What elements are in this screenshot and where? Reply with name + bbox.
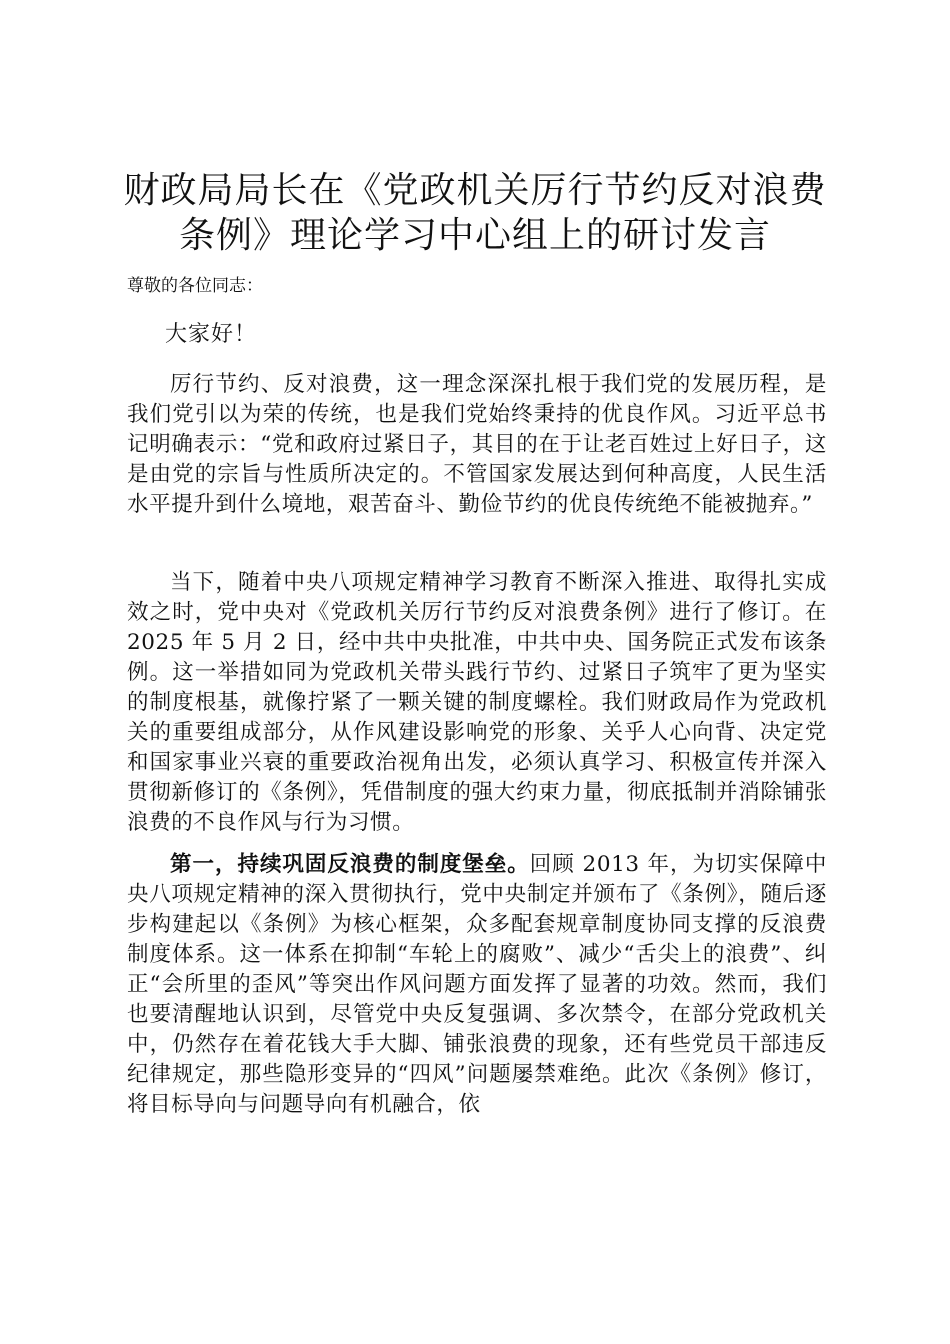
paragraph-3-text: 回顾 2013 年，为切实保障中央八项规定精神的深入贯彻执行，党中央制定并颁布了《条例》，随后逐步构建起以《条例》为核心框架，众多配套规章制度协同支撑的反浪费制度体系。这一体系在抑制“车轮上的腐败”、减少“舌尖上的浪费”、纠正“会所里的歪风”等突出作风问题方面发挥了显著的功效。然而，我们也要清醒地认识到，尽管党中央反复强调、多次禁令，在部分党政机关中，仍然存在着花钱大手大脚、铺张浪费的现象，还有些党员干部违反纪律规定，那些隐形变异的“四风”问题屡禁难绝。此次《条例》修订，将目标导向与问题导向有机融合，依 (127, 852, 827, 1117)
paragraph-1 (127, 370, 827, 520)
paragraph-2-text: 当下，随着中央八项规定精神学习教育不断深入推进、取得扎实成效之时，党中央对《党政机关厉行节约反对浪费条例》进行了修订。在 2025 年 5 月 2 日，经中共中央批准，中共中央、国务院正式发布该条例。这一举措如同为党政机关带头践行节约、过紧日子筑牢了更为坚实的制度根基，就像拧紧了一颗关键的制度螺栓。我们财政局作为党政机关的重要组成部分，从作风建设影响党的形象、关乎人心向背、决定党和国家事业兴衰的重要政治视角出发，必须认真学习、积极宣传并深入贯彻新修订的《条例》，凭借制度的强大约束力量，彻底抵制并消除铺张浪费的不良作风与行为习惯。 (127, 570, 827, 835)
paragraph-3 (127, 850, 827, 1120)
paragraph-3-lead: 第一，持续巩固反浪费的制度堡垒。 (170, 852, 530, 877)
document-title: 财政局局长在《党政机关厉行节约反对浪费条例》理论学习中心组上的研讨发言 (123, 170, 827, 256)
salutation: 尊敬的各位同志： (127, 276, 263, 296)
greeting: 大家好！ (165, 322, 258, 347)
paragraph-2 (127, 568, 827, 838)
paragraph-1-text: 厉行节约、反对浪费，这一理念深深扎根于我们党的发展历程，是我们党引以为荣的传统，也是我们党始终秉持的优良作风。习近平总书记明确表示：“党和政府过紧日子，其目的在于让老百姓过上好日子，这是由党的宗旨与性质所决定的。不管国家发展达到何种高度，人民生活水平提升到什么境地，艰苦奋斗、勤俭节约的优良传统绝不能被抛弃。” (127, 372, 827, 517)
